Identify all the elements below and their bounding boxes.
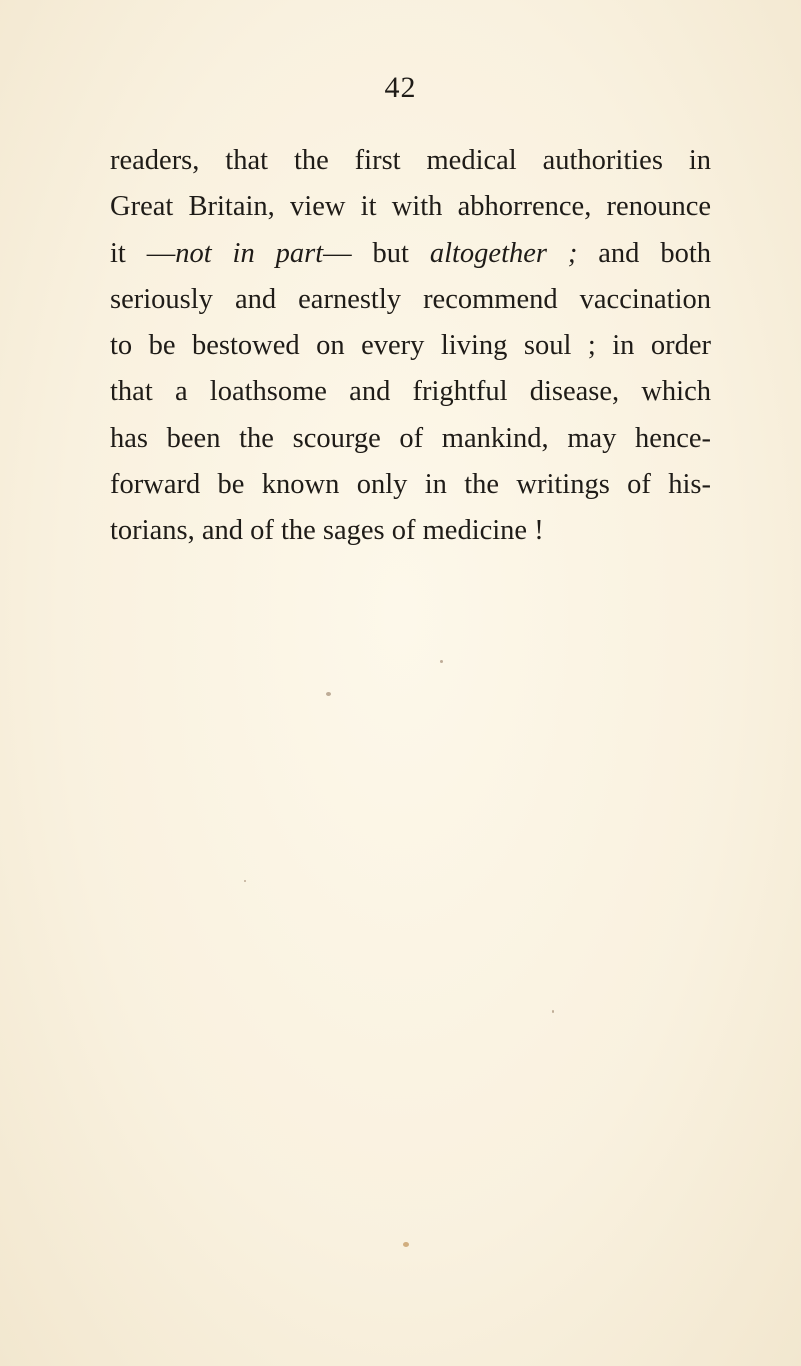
page-number: 42 xyxy=(384,71,417,104)
paper-speck xyxy=(552,1010,554,1013)
body-text xyxy=(110,138,711,555)
paper-speck xyxy=(403,1242,409,1247)
text-line: has been the scourge of mankind, may hence- xyxy=(110,422,711,454)
italic-phrase: altogether ; xyxy=(429,237,578,269)
paper-speck xyxy=(326,692,331,696)
text-line: to be bestowed on every living soul ; in order xyxy=(110,330,711,362)
paper-speck xyxy=(440,660,443,663)
text-line: Great Britain, view it with abhorrence, renounce xyxy=(110,191,711,223)
paper-speck xyxy=(244,880,246,882)
text-line: that a loathsome and frightful disease, which xyxy=(110,376,711,408)
text-line: forward be known only in the writings of his- xyxy=(110,469,711,501)
text-line: seriously and earnestly recommend vaccination xyxy=(110,283,711,315)
italic-phrase: not in part xyxy=(175,237,324,269)
text-line: readers, that the first medical authorities in xyxy=(110,145,711,176)
text-line: it —not in part— but altogether ; and both xyxy=(110,237,711,269)
text-line: torians, and of the sages of medicine ! xyxy=(110,515,544,547)
